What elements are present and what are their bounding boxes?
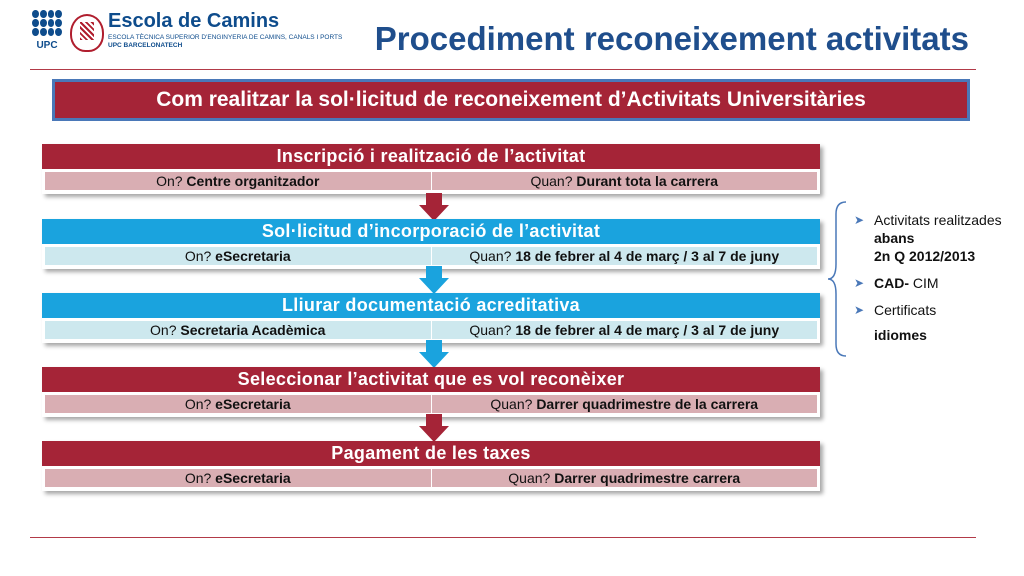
curly-brace-icon bbox=[828, 200, 848, 358]
step-where: On? eSecretaria bbox=[184, 248, 291, 264]
step-2 bbox=[42, 219, 820, 269]
step-title: Sol·licitud d’incorporació de l’activitat bbox=[42, 219, 820, 244]
step-title: Seleccionar l’activitat que es vol reconèixer bbox=[42, 367, 820, 392]
step-when: Quan? 18 de febrer al 4 de març / 3 al 7 de juny bbox=[469, 322, 780, 338]
school-subtitle-2: UPC BARCELONATECH bbox=[108, 42, 183, 49]
footer-divider bbox=[30, 537, 976, 538]
step-4 bbox=[42, 367, 820, 417]
school-seal-icon bbox=[70, 14, 104, 52]
banner-heading: Com realitzar la sol·licitud de reconeixement d’Activitats Universitàries bbox=[52, 79, 970, 121]
step-when: Quan? 18 de febrer al 4 de març / 3 al 7 de juny bbox=[469, 248, 780, 264]
step-3 bbox=[42, 293, 820, 343]
step-details bbox=[45, 395, 817, 413]
page-title: Procediment reconeixement activitats bbox=[374, 20, 969, 57]
upc-logo-mark: UPC bbox=[30, 8, 64, 54]
step-when: Quan? Darrer quadrimestre carrera bbox=[508, 470, 741, 486]
note-item: ➤ CAD- CIM bbox=[854, 275, 939, 291]
down-arrow-icon bbox=[419, 340, 449, 368]
title-divider bbox=[30, 69, 976, 70]
step-details bbox=[45, 321, 817, 339]
school-name: Escola de Camins bbox=[108, 10, 280, 32]
down-arrow-icon bbox=[419, 266, 449, 294]
step-where: On? eSecretaria bbox=[184, 396, 291, 412]
step-where: On? Centre organitzador bbox=[156, 173, 320, 189]
note-item: ➤ Activitats realitzades abans 2n Q 2012/2013 bbox=[854, 212, 1002, 264]
step-title: Lliurar documentació acreditativa bbox=[42, 293, 820, 318]
step-details bbox=[45, 469, 817, 487]
notes-list bbox=[852, 211, 1022, 353]
step-details bbox=[45, 172, 817, 190]
step-title: Pagament de les taxes bbox=[42, 441, 820, 466]
arrow-bullet-icon: ➤ bbox=[854, 303, 865, 317]
step-when: Quan? Durant tota la carrera bbox=[530, 173, 719, 189]
arrow-bullet-icon: ➤ bbox=[854, 213, 865, 227]
down-arrow-icon bbox=[419, 193, 449, 221]
step-1 bbox=[42, 144, 820, 194]
school-subtitle: ESCOLA TÈCNICA SUPERIOR D'ENGINYERIA DE CAMINS, CANALS I PORTS bbox=[108, 34, 343, 41]
step-when: Quan? Darrer quadrimestre de la carrera bbox=[490, 396, 759, 412]
step-title: Inscripció i realització de l’activitat bbox=[42, 144, 820, 169]
note-item: ➤ Certificats idiomes bbox=[854, 302, 937, 343]
step-5 bbox=[42, 441, 820, 491]
down-arrow-icon bbox=[419, 414, 449, 442]
step-where: On? Secretaria Acadèmica bbox=[150, 322, 326, 338]
arrow-bullet-icon: ➤ bbox=[854, 276, 865, 290]
step-details bbox=[45, 247, 817, 265]
step-where: On? eSecretaria bbox=[184, 470, 291, 486]
school-logo bbox=[30, 8, 343, 54]
